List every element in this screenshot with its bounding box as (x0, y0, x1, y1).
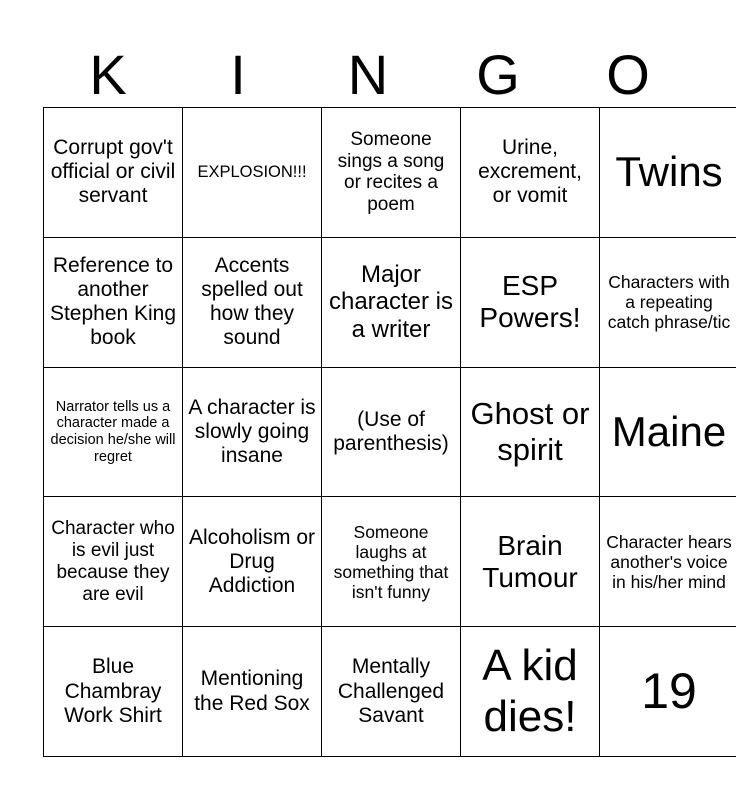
bingo-cell: 19 (600, 627, 736, 757)
title-letter-o: O (606, 43, 650, 106)
bingo-cell: A kid dies! (461, 627, 600, 757)
bingo-cell: Accents spelled out how they sound (183, 237, 322, 367)
bingo-title (43, 44, 693, 106)
board-row (44, 237, 736, 367)
bingo-cell: Ghost or spirit (461, 367, 600, 497)
bingo-cell: Brain Tumour (461, 497, 600, 627)
bingo-cell: EXPLOSION!!! (183, 108, 322, 238)
title-letter-i: I (230, 43, 246, 106)
bingo-board (43, 107, 736, 757)
bingo-cell: (Use of parenthesis) (322, 367, 461, 497)
title-letter-k: K (89, 43, 127, 106)
bingo-cell: Major character is a writer (322, 237, 461, 367)
bingo-cell: ESP Powers! (461, 237, 600, 367)
board-row (44, 627, 736, 757)
bingo-cell: Alcoholism or Drug Addiction (183, 497, 322, 627)
board-row (44, 367, 736, 497)
bingo-cell: Blue Chambray Work Shirt (44, 627, 183, 757)
bingo-cell: Someone laughs at something that isn't funny (322, 497, 461, 627)
bingo-cell: Someone sings a song or recites a poem (322, 108, 461, 238)
bingo-cell: Characters with a repeating catch phrase/tic (600, 237, 736, 367)
bingo-cell: Mentally Challenged Savant (322, 627, 461, 757)
bingo-cell: Narrator tells us a character made a decision he/she will regret (44, 367, 183, 497)
bingo-cell: Mentioning the Red Sox (183, 627, 322, 757)
bingo-cell: Twins (600, 108, 736, 238)
board-row (44, 108, 736, 238)
board-row (44, 497, 736, 627)
bingo-cell: Maine (600, 367, 736, 497)
bingo-cell: Corrupt gov't official or civil servant (44, 108, 183, 238)
bingo-cell: Character hears another's voice in his/her mind (600, 497, 736, 627)
bingo-cell: Character who is evil just because they are evil (44, 497, 183, 627)
title-letter-g: G (476, 43, 520, 106)
bingo-cell: Urine, excrement, or vomit (461, 108, 600, 238)
bingo-cell: Reference to another Stephen King book (44, 237, 183, 367)
title-letter-n: N (347, 43, 389, 106)
bingo-cell: A character is slowly going insane (183, 367, 322, 497)
